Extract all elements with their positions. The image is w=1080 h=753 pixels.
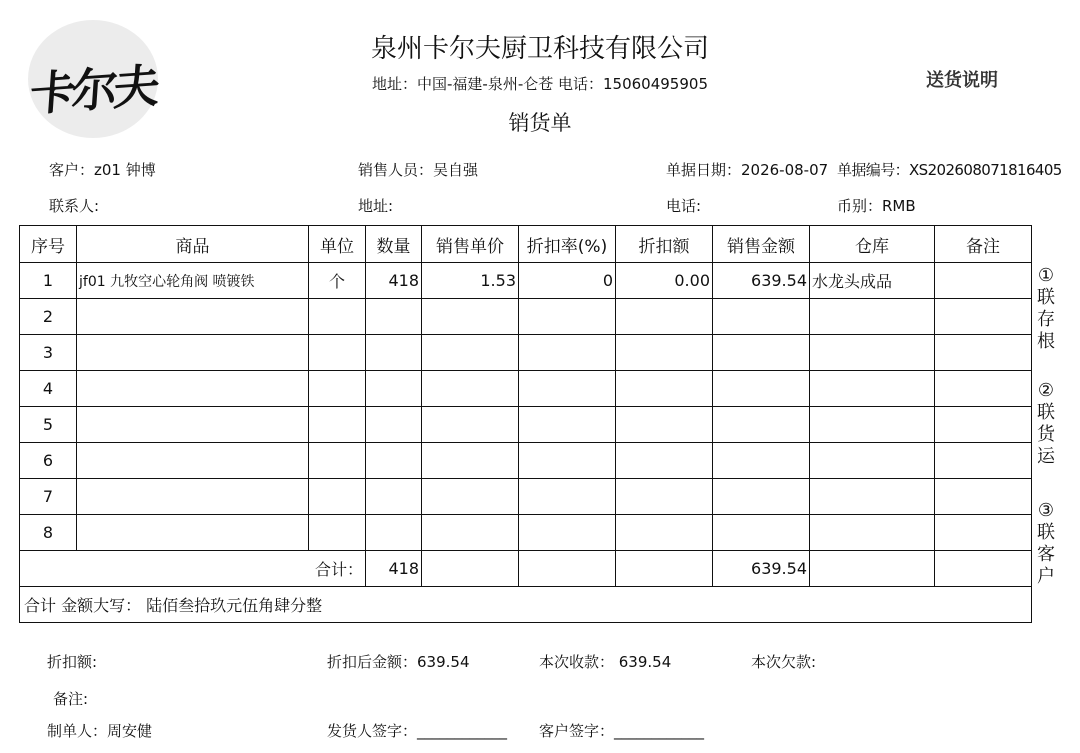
- table-cell: jf01 九牧空心轮角阀 喷镀铁: [77, 263, 309, 299]
- sales-table: [19, 225, 1032, 623]
- table-cell: [309, 479, 366, 515]
- table-cell: 个: [309, 263, 366, 299]
- table-cell: [519, 371, 616, 407]
- table-cell: [309, 515, 366, 551]
- header-cell: 折扣额: [616, 226, 713, 263]
- table-cell: [810, 407, 935, 443]
- table-cell: [422, 479, 519, 515]
- table-cell: 6: [20, 443, 77, 479]
- table-cell: [810, 299, 935, 335]
- table-cell: [519, 443, 616, 479]
- table-header-row: [20, 226, 1032, 263]
- table-cell: [935, 263, 1032, 299]
- table-cell: [309, 443, 366, 479]
- table-cell: [77, 443, 309, 479]
- doc-number-field: 单据编号：XS202608071816405: [837, 161, 1062, 179]
- table-cell: [935, 335, 1032, 371]
- copy-label-stub: ① 联 存 根: [1037, 265, 1055, 352]
- table-cell: [366, 335, 422, 371]
- table-cell: [77, 371, 309, 407]
- customer-field: 客户：z01 钟博: [49, 161, 156, 179]
- after-discount-amount: 折扣后金额：639.54: [327, 653, 470, 671]
- table-cell: [810, 551, 935, 587]
- copy-label-customer: ③ 联 客 户: [1037, 500, 1055, 587]
- header-cell: 备注: [935, 226, 1032, 263]
- header-cell: 仓库: [810, 226, 935, 263]
- table-cell: [935, 443, 1032, 479]
- table-cell: [935, 371, 1032, 407]
- table-cell: [616, 479, 713, 515]
- table-cell: [519, 551, 616, 587]
- table-cell: [519, 407, 616, 443]
- table-cell: 8: [20, 515, 77, 551]
- table-cell: [810, 335, 935, 371]
- table-cell: [713, 515, 810, 551]
- table-cell: [422, 335, 519, 371]
- amount-in-words-row: [20, 587, 1032, 623]
- table-row: [20, 479, 1032, 515]
- table-cell: [713, 443, 810, 479]
- table-cell: [935, 407, 1032, 443]
- table-cell: [713, 299, 810, 335]
- table-cell: [713, 335, 810, 371]
- table-row: [20, 443, 1032, 479]
- owed-amount: 本次欠款:: [751, 653, 817, 671]
- total-amount: 639.54: [713, 551, 810, 587]
- table-cell: [616, 335, 713, 371]
- header-cell: 序号: [20, 226, 77, 263]
- header-cell: 数量: [366, 226, 422, 263]
- table-row: [20, 515, 1032, 551]
- table-cell: [616, 407, 713, 443]
- table-cell: [422, 551, 519, 587]
- table-cell: 1.53: [422, 263, 519, 299]
- table-cell: [616, 515, 713, 551]
- header-cell: 商品: [77, 226, 309, 263]
- table-cell: 1: [20, 263, 77, 299]
- table-cell: [77, 479, 309, 515]
- document-title: 销货单: [508, 111, 572, 135]
- table-cell: [309, 299, 366, 335]
- table-cell: [810, 443, 935, 479]
- table-cell: [309, 335, 366, 371]
- table-cell: [519, 335, 616, 371]
- table-cell: [519, 515, 616, 551]
- address-field: 地址:: [358, 197, 394, 215]
- table-cell: [309, 407, 366, 443]
- table-cell: 水龙头成品: [810, 263, 935, 299]
- header-cell: 销售金额: [713, 226, 810, 263]
- table-cell: 639.54: [713, 263, 810, 299]
- table-cell: [77, 515, 309, 551]
- total-row: [20, 551, 1032, 587]
- company-name: 泉州卡尔夫厨卫科技有限公司: [370, 34, 709, 64]
- table-cell: [519, 479, 616, 515]
- table-cell: [366, 371, 422, 407]
- table-cell: [935, 551, 1032, 587]
- remarks-label: 备注:: [53, 690, 89, 708]
- table-cell: 0: [519, 263, 616, 299]
- table-row: [20, 299, 1032, 335]
- amount-in-words: 合计 金额大写： 陆佰叁拾玖元伍角肆分整: [20, 587, 1032, 623]
- table-cell: [422, 407, 519, 443]
- table-cell: [366, 407, 422, 443]
- table-row: [20, 335, 1032, 371]
- table-cell: [366, 479, 422, 515]
- customer-signature: 客户签字：____________: [539, 722, 705, 740]
- table-cell: [935, 515, 1032, 551]
- table-cell: [616, 299, 713, 335]
- table-row: [20, 263, 1032, 299]
- header-cell: 销售单价: [422, 226, 519, 263]
- table-cell: 7: [20, 479, 77, 515]
- table-cell: [366, 299, 422, 335]
- copy-label-shipping: ② 联 货 运: [1037, 380, 1055, 467]
- table-cell: 418: [366, 263, 422, 299]
- total-quantity: 418: [366, 551, 422, 587]
- table-cell: [935, 479, 1032, 515]
- table-cell: [422, 299, 519, 335]
- logo-text: 卡尔夫: [28, 58, 158, 122]
- total-label: 合计：: [20, 551, 366, 587]
- table-cell: [810, 479, 935, 515]
- table-cell: [309, 371, 366, 407]
- contact-field: 联系人:: [49, 197, 100, 215]
- table-row: [20, 407, 1032, 443]
- table-cell: [77, 299, 309, 335]
- salesperson-field: 销售人员：吴自强: [358, 161, 479, 179]
- table-cell: [810, 371, 935, 407]
- table-cell: 5: [20, 407, 77, 443]
- doc-date-field: 单据日期：2026-08-07: [666, 161, 829, 179]
- table-cell: [422, 443, 519, 479]
- table-cell: [422, 371, 519, 407]
- header-cell: 单位: [309, 226, 366, 263]
- currency-field: 币别：RMB: [837, 197, 916, 215]
- table-cell: [366, 515, 422, 551]
- shipper-signature: 发货人签字：____________: [327, 722, 508, 740]
- table-cell: [935, 299, 1032, 335]
- company-address: 地址：中国-福建-泉州-仑苍 电话：15060495905: [372, 75, 708, 93]
- table-cell: [366, 443, 422, 479]
- table-cell: [77, 407, 309, 443]
- table-cell: [713, 371, 810, 407]
- table-cell: 2: [20, 299, 77, 335]
- phone-field: 电话:: [666, 197, 702, 215]
- table-cell: [422, 515, 519, 551]
- table-cell: [616, 551, 713, 587]
- table-cell: [810, 515, 935, 551]
- table-cell: 0.00: [616, 263, 713, 299]
- table-cell: [519, 299, 616, 335]
- delivery-note-link[interactable]: 送货说明: [926, 70, 998, 91]
- table-cell: [713, 479, 810, 515]
- table-cell: 3: [20, 335, 77, 371]
- table-cell: [77, 335, 309, 371]
- header-cell: 折扣率(%): [519, 226, 616, 263]
- table-row: [20, 371, 1032, 407]
- table-cell: [616, 371, 713, 407]
- table-cell: [713, 407, 810, 443]
- received-amount: 本次收款： 639.54: [539, 653, 672, 671]
- table-cell: 4: [20, 371, 77, 407]
- discount-label: 折扣额:: [47, 653, 98, 671]
- table-cell: [616, 443, 713, 479]
- document-maker: 制单人：周安健: [47, 722, 153, 740]
